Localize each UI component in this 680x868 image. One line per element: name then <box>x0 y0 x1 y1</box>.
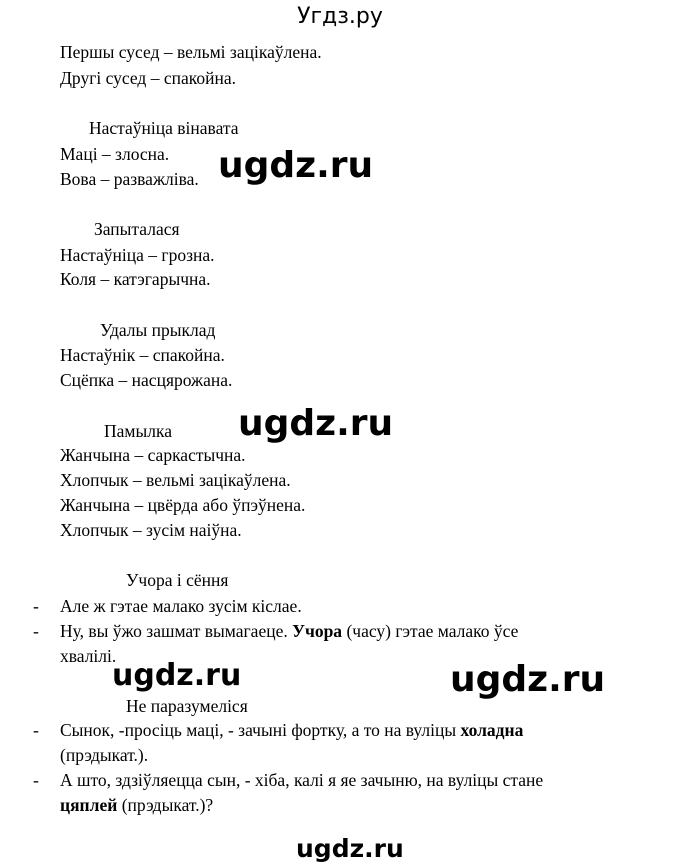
section-heading: Учора і сёння <box>126 570 229 590</box>
section-heading: Запыталася <box>94 219 180 239</box>
dialog-line: (прэдыкат.). <box>60 745 149 765</box>
dialog-line <box>60 619 518 643</box>
dialog-line: А што, здзіўляецца сын, - хіба, калі я яе зачыню, на вуліцы стане <box>60 770 544 790</box>
site-header: Угдз.ру <box>297 4 383 29</box>
text-line: Вова – разважліва. <box>60 169 199 189</box>
text-line: Настаўнік – спакойна. <box>60 345 225 365</box>
emphasis-word: холадна <box>460 720 524 740</box>
section-heading: Настаўніца вінавата <box>89 118 239 138</box>
emphasis-word: Учора <box>292 621 343 641</box>
dialog-dash: - <box>33 770 39 790</box>
dialog-dash: - <box>33 621 39 641</box>
text-line: Першы сусед – вельмі зацікаўлена. <box>60 42 322 62</box>
text-line: Жанчына – цвёрда або ўпэўнена. <box>60 495 306 515</box>
text-line: Сцёпка – насцярожана. <box>60 370 233 390</box>
emphasis-word: цяплей <box>60 795 118 815</box>
dialog-line: Але ж гэтае малако зусім кіслае. <box>60 596 302 616</box>
watermark: ugdz.ru <box>450 659 606 700</box>
watermark: ugdz.ru <box>112 658 242 693</box>
dialog-text: (прэдыкат.)? <box>117 795 214 815</box>
dialog-line <box>60 718 523 742</box>
text-line: Другі сусед – спакойна. <box>60 68 236 88</box>
dialog-dash: - <box>33 596 39 616</box>
watermark: ugdz.ru <box>218 145 374 186</box>
text-line: Жанчына – саркастычна. <box>60 445 246 465</box>
dialog-dash: - <box>33 720 39 740</box>
dialog-text: Ну, вы ўжо зашмат вымагаеце. <box>60 621 293 641</box>
section-heading: Удалы прыклад <box>100 320 216 340</box>
dialog-line <box>60 793 213 817</box>
text-line: Коля – катэгарычна. <box>60 269 211 289</box>
section-heading: Не паразумеліся <box>126 696 248 716</box>
watermark: ugdz.ru <box>238 403 394 444</box>
dialog-text: (часу) гэтае малако ўсе <box>342 621 519 641</box>
dialog-line: хвалілі. <box>60 646 117 666</box>
text-line: Маці – злосна. <box>60 144 170 164</box>
dialog-text: Сынок, -просіць маці, - зачыні фортку, а то на вуліцы <box>60 720 461 740</box>
section-heading: Памылка <box>104 421 172 441</box>
text-line: Хлопчык – зусім наіўна. <box>60 520 242 540</box>
text-line: Хлопчык – вельмі зацікаўлена. <box>60 470 291 490</box>
watermark: ugdz.ru <box>296 834 404 863</box>
text-line: Настаўніца – грозна. <box>60 245 215 265</box>
